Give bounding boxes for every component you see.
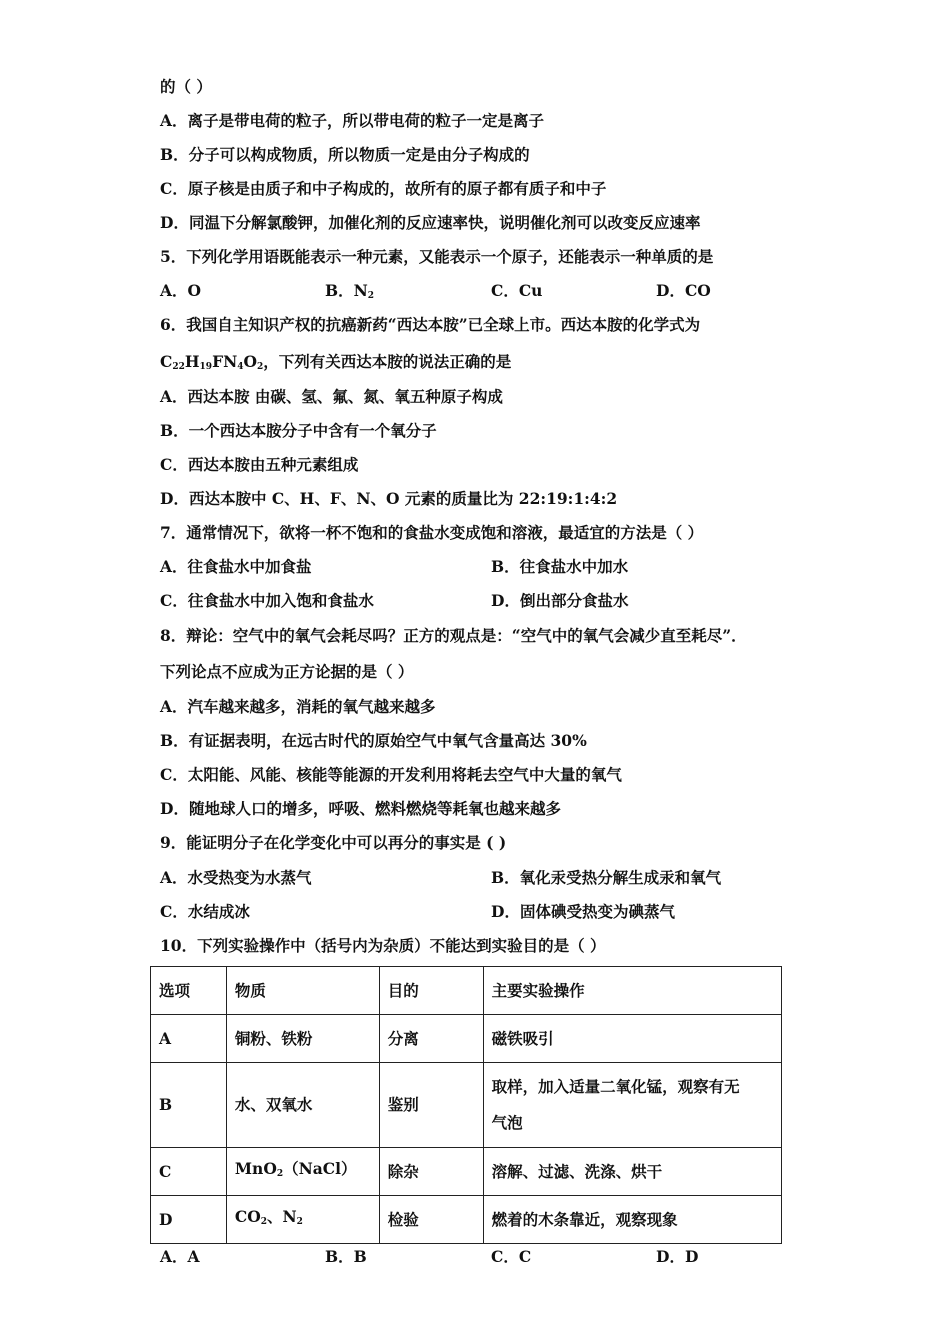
q6-stem-line1: 6．我国自主知识产权的抗癌新药“西达本胺”已全球上市。西达本胺的化学式为 <box>160 315 701 334</box>
q4-option-d: D．同温下分解氯酸钾，加催化剂的反应速率快，说明催化剂可以改变反应速率 <box>160 213 701 232</box>
cell-operation: 溶解、过滤、洗涤、烘干 <box>483 1148 781 1196</box>
q9-option-d: D．固体碘受热变为碘蒸气 <box>491 902 675 921</box>
header-purpose: 目的 <box>379 967 483 1015</box>
q8-option-d: D．随地球人口的增多，呼吸、燃料燃烧等耗氧也越来越多 <box>160 799 561 818</box>
table-row <box>151 1148 782 1196</box>
q5-option-c: C．Cu <box>491 281 543 300</box>
q9-stem: 9．能证明分子在化学变化中可以再分的事实是 ( ) <box>160 833 507 852</box>
cell-option: A <box>151 1015 227 1063</box>
q5-option-b: B．$N_2$ <box>325 281 375 301</box>
q10-option-b: B．B <box>325 1247 367 1266</box>
q8-stem-line2: 下列论点不应成为正方论据的是（ ） <box>160 662 414 681</box>
q6-option-a: A．西达本胺 由碳、氢、氟、氮、氧五种原子构成 <box>160 387 503 406</box>
header-substance: 物质 <box>226 967 379 1015</box>
q9-option-c: C．水结成冰 <box>160 902 250 921</box>
header-option: 选项 <box>151 967 227 1015</box>
table-row <box>151 1015 782 1063</box>
table-header-row <box>151 967 782 1015</box>
q4-option-b: B．分子可以构成物质，所以物质一定是由分子构成的 <box>160 145 530 164</box>
q4-option-c: C．原子核是由质子和中子构成的，故所有的原子都有质子和中子 <box>160 179 607 198</box>
q4-option-a: A．离子是带电荷的粒子，所以带电荷的粒子一定是离子 <box>160 111 545 130</box>
q7-option-d: D．倒出部分食盐水 <box>491 591 629 610</box>
q9-option-b: B．氧化汞受热分解生成汞和氧气 <box>491 868 722 887</box>
q7-stem: 7．通常情况下，欲将一杯不饱和的食盐水变成饱和溶液，最适宜的方法是（ ） <box>160 523 704 542</box>
q8-option-c: C．太阳能、风能、核能等能源的开发利用将耗去空气中大量的氧气 <box>160 765 622 784</box>
q6-option-b: B．一个西达本胺分子中含有一个氧分子 <box>160 421 437 440</box>
q10-option-c: C．C <box>491 1247 532 1266</box>
q8-stem-line1: 8．辩论：空气中的氧气会耗尽吗？正方的观点是：“空气中的氧气会减少直至耗尽”． <box>160 626 747 645</box>
q8-option-b: B．有证据表明，在远古时代的原始空气中氧气含量高达 30% <box>160 731 587 750</box>
q10-option-d: D．D <box>656 1247 699 1266</box>
table-row <box>151 1063 782 1148</box>
cell-purpose: 鉴别 <box>379 1063 483 1148</box>
cell-substance: $CO_2$、$N_2$ <box>226 1196 379 1244</box>
q7-option-c: C．往食盐水中加入饱和食盐水 <box>160 591 374 610</box>
q10-stem: 10．下列实验操作中（括号内为杂质）不能达到实验目的是（ ） <box>160 936 606 955</box>
cell-operation: 取样，加入适量二氧化锰，观察有无 气泡 <box>483 1063 781 1148</box>
q7-option-b: B．往食盐水中加水 <box>491 557 629 576</box>
q8-option-a: A．汽车越来越多，消耗的氧气越来越多 <box>160 697 436 716</box>
q6-option-d: D．西达本胺中 C、H、F、N、O 元素的质量比为 22:19:1:4:2 <box>160 489 618 508</box>
cell-option: D <box>151 1196 227 1244</box>
q5-option-a: A．O <box>160 281 202 300</box>
cell-option: B <box>151 1063 227 1148</box>
table-row <box>151 1196 782 1244</box>
q10-option-a: A．A <box>160 1247 200 1266</box>
cell-operation: 燃着的木条靠近，观察现象 <box>483 1196 781 1244</box>
cell-substance: 水、双氧水 <box>226 1063 379 1148</box>
q7-option-a: A．往食盐水中加食盐 <box>160 557 312 576</box>
experiment-table <box>150 966 782 1244</box>
cell-purpose: 分离 <box>379 1015 483 1063</box>
cell-purpose: 除杂 <box>379 1148 483 1196</box>
cell-substance: 铜粉、铁粉 <box>226 1015 379 1063</box>
q6-option-c: C．西达本胺由五种元素组成 <box>160 455 359 474</box>
q6-stem-line2: $C_{22}H_{19}FN_4O_2$，下列有关西达本胺的说法正确的是 <box>160 352 512 372</box>
cell-operation: 磁铁吸引 <box>483 1015 781 1063</box>
cell-substance: MnO$_2$（NaCl） <box>226 1148 379 1196</box>
header-operation: 主要实验操作 <box>483 967 781 1015</box>
q5-stem: 5．下列化学用语既能表示一种元素，又能表示一个原子，还能表示一种单质的是 <box>160 247 714 266</box>
q4-stem-tail: 的（ ） <box>160 77 212 96</box>
cell-option: C <box>151 1148 227 1196</box>
q5-option-d: D．CO <box>656 281 711 300</box>
cell-purpose: 检验 <box>379 1196 483 1244</box>
q9-option-a: A．水受热变为水蒸气 <box>160 868 312 887</box>
